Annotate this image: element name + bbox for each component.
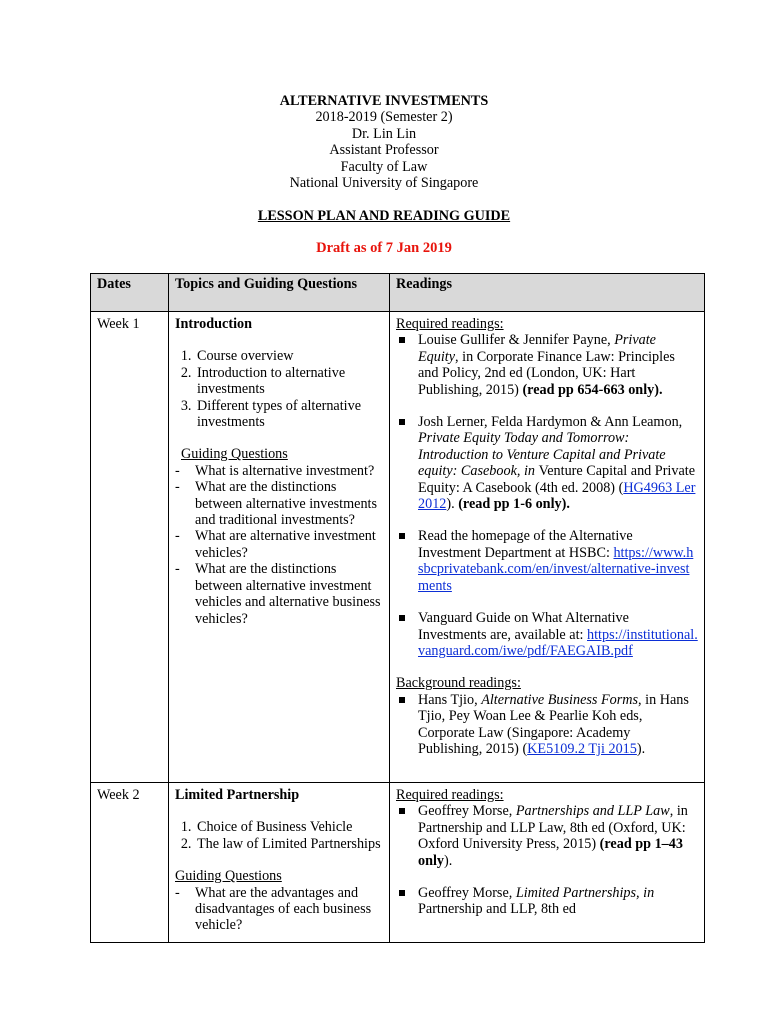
list-item: - What are the distinctions between alternative investment vehicles and alternative business vehicles? bbox=[175, 561, 383, 627]
reading-item: Louise Gullifer & Jennifer Payne, Private Equity, in Corporate Finance Law: Principles and Policy, 2nd ed (London, UK: Hart Publishing, 2015) (read pp 654-663 only). bbox=[396, 332, 698, 398]
hsbc-link[interactable]: https://www.hsbcprivatebank.com/en/invest/alternative-investments bbox=[418, 544, 694, 594]
reading-item: Josh Lerner, Felda Hardymon & Ann Leamon, Private Equity Today and Tomorrow: Introduction to Venture Capital and Private equity: Casebook, in Venture Capital and Private Equity: A Casebook (4th ed. 2008) (HG4963 Ler 2012). (read pp 1-6 only). bbox=[396, 414, 698, 512]
reading-item: Geoffrey Morse, Limited Partnerships, in Partnership and LLP, 8th ed bbox=[396, 885, 698, 918]
header-readings: Readings bbox=[390, 274, 705, 312]
list-item: 2. The law of Limited Partnerships bbox=[195, 836, 383, 852]
reading-item: Read the homepage of the Alternative Investment Department at HSBC: https://www.hsbcprivatebank.com/en/invest/alternative-investments bbox=[396, 528, 698, 594]
week1-topic: Introduction bbox=[175, 316, 252, 332]
course-title: ALTERNATIVE INVESTMENTS bbox=[279, 93, 489, 109]
reading-item: Vanguard Guide on What Alternative Investments are, available at: https://institutional.vanguard.com/iwe/pdf/FAEGAIB.pdf bbox=[396, 610, 698, 659]
week2-required-label: Required readings: bbox=[396, 787, 504, 803]
week1-required-label: Required readings: bbox=[396, 316, 504, 332]
week1-background-label: Background readings: bbox=[396, 675, 521, 692]
list-item: - What are alternative investment vehicles? bbox=[175, 528, 383, 561]
catalog-link[interactable]: KE5109.2 Tji 2015 bbox=[527, 740, 637, 757]
lesson-plan-title: LESSON PLAN AND READING GUIDE bbox=[257, 208, 511, 224]
reading-item: Geoffrey Morse, Partnerships and LLP Law, in Partnership and LLP Law, 8th ed (Oxford, UK: Oxford University Press, 2015) (read pp 1–43 only). bbox=[396, 803, 698, 869]
week2-topic-list bbox=[175, 819, 383, 852]
lecturer: Dr. Lin Lin bbox=[351, 125, 417, 142]
table-header-row bbox=[91, 274, 705, 312]
vanguard-link[interactable]: https://institutional.vanguard.com/iwe/pdf/FAEGAIB.pdf bbox=[418, 626, 698, 659]
week2-guiding-questions-label: Guiding Questions bbox=[175, 868, 282, 885]
list-item: 2. Introduction to alternative investments bbox=[195, 365, 383, 398]
week2-questions bbox=[175, 885, 383, 934]
faculty: Faculty of Law bbox=[340, 158, 428, 175]
draft-note: Draft as of 7 Jan 2019 bbox=[316, 240, 452, 256]
document-header bbox=[0, 93, 768, 191]
university: National University of Singapore bbox=[289, 175, 479, 192]
week1-required-readings bbox=[396, 332, 698, 659]
list-item: - What are the distinctions between alternative investments and traditional investments? bbox=[175, 479, 383, 528]
table-row-week2 bbox=[91, 783, 705, 943]
catalog-link[interactable]: HG4963 Ler 2012 bbox=[418, 479, 696, 513]
week1-topic-list bbox=[175, 348, 383, 430]
week2-date: Week 2 bbox=[97, 787, 140, 803]
header-topics: Topics and Guiding Questions bbox=[169, 274, 390, 312]
position: Assistant Professor bbox=[329, 142, 439, 159]
table-row-week1 bbox=[91, 312, 705, 783]
week1-background-readings bbox=[396, 692, 698, 758]
list-item: 3. Different types of alternative investments bbox=[195, 398, 383, 431]
week1-guiding-questions-label: Guiding Questions bbox=[181, 446, 288, 463]
week1-questions bbox=[175, 463, 383, 627]
reading-item: Hans Tjio, Alternative Business Forms, in Hans Tjio, Pey Woan Lee & Pearlie Koh eds, Corporate Law (Singapore: Academy Publishing, 2015) (KE5109.2 Tji 2015). bbox=[396, 692, 698, 758]
week1-date: Week 1 bbox=[97, 316, 140, 332]
list-item: - What are the advantages and disadvantages of each business vehicle? bbox=[175, 885, 383, 934]
term: 2018-2019 (Semester 2) bbox=[315, 109, 453, 126]
week2-topic: Limited Partnership bbox=[175, 787, 300, 803]
list-item: - What is alternative investment? bbox=[175, 463, 383, 479]
week2-required-readings bbox=[396, 803, 698, 917]
lesson-plan-table bbox=[90, 273, 705, 943]
header-dates: Dates bbox=[91, 274, 169, 312]
list-item: 1. Course overview bbox=[195, 348, 383, 364]
list-item: 1. Choice of Business Vehicle bbox=[195, 819, 383, 835]
